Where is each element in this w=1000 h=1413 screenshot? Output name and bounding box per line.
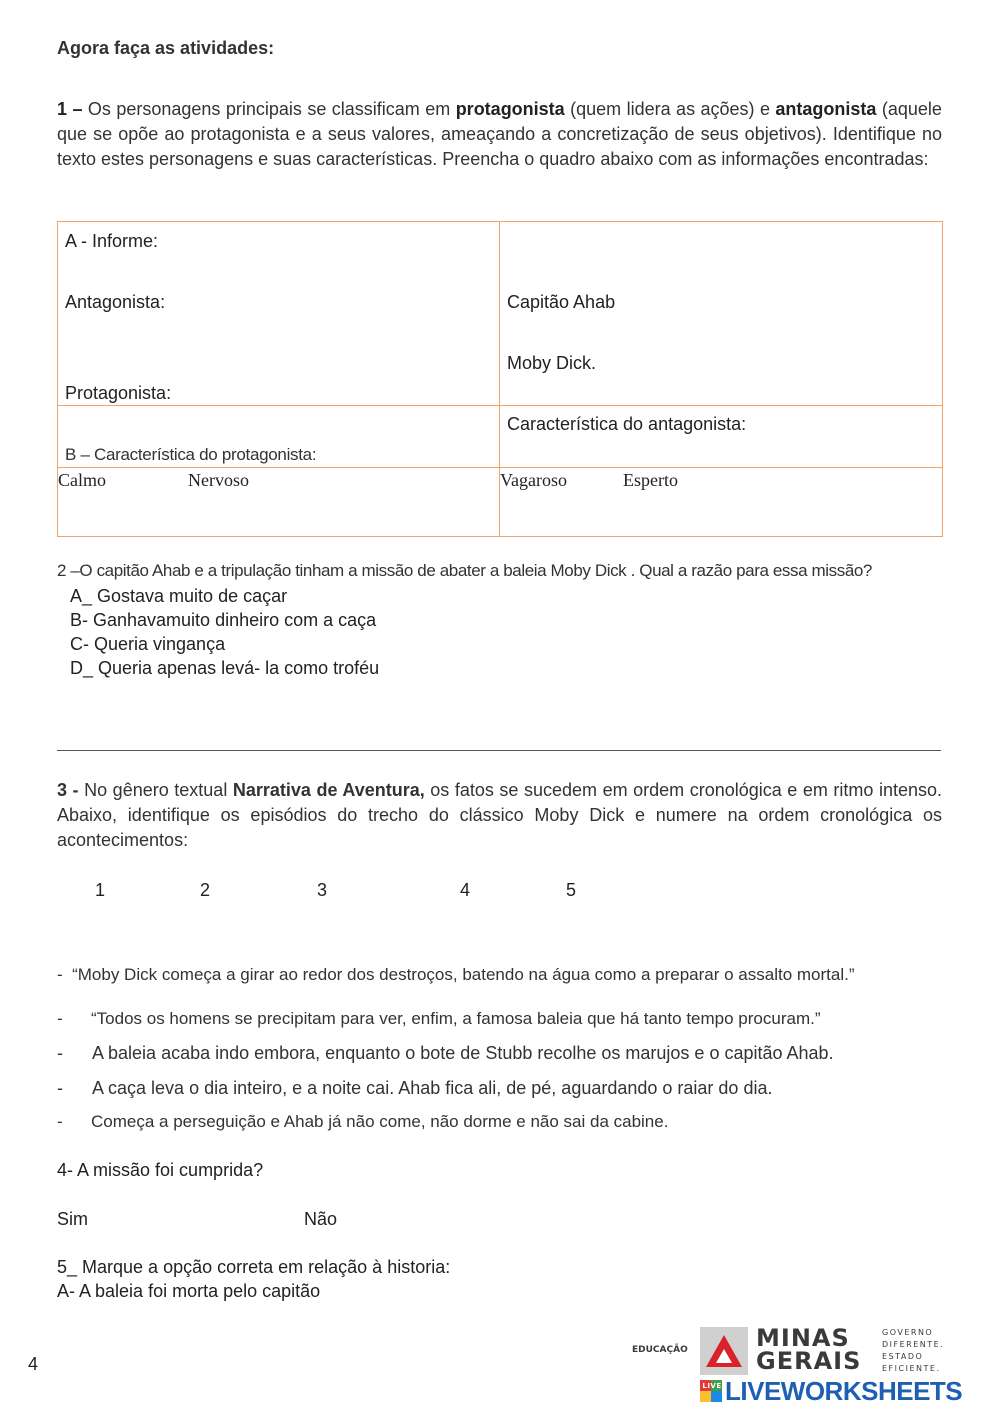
characters-table <box>57 221 942 536</box>
q5-option-a[interactable]: A- A baleia foi morta pelo capitão <box>57 1281 321 1301</box>
protagonist-trait-nervoso[interactable]: Nervoso <box>188 470 249 490</box>
antagonist-trait-vagaroso[interactable]: Vagaroso <box>500 470 567 490</box>
q2-option-d[interactable]: D_ Queria apenas levá- la como troféu <box>70 658 380 678</box>
question-3-text-1: No gênero textual <box>84 780 228 800</box>
protagonist-traits-label: B – Característica do protagonista: <box>65 445 317 464</box>
q2-option-a[interactable]: A_ Gostava muito de caçar <box>70 586 288 606</box>
question-1-text-1: Os personagens principais se classificam em <box>87 99 451 119</box>
question-1-text-2: (quem lidera as ações) e <box>570 99 770 119</box>
slogan-line-2: DIFERENTE. <box>882 1340 945 1349</box>
logo-gerais: GERAIS <box>756 1347 862 1375</box>
q2-option-b[interactable]: B- Ganhavamuito dinheiro com a caça <box>70 610 377 630</box>
slogan-line-3: ESTADO <box>882 1352 924 1361</box>
antagonist-traits-label: Característica do antagonista: <box>507 414 747 434</box>
antagonist-label: Antagonista: <box>65 292 166 312</box>
order-number-1[interactable]: 1 <box>95 880 106 900</box>
order-number-5[interactable]: 5 <box>566 880 577 900</box>
badge-square-4 <box>711 1391 722 1402</box>
episode-4: - A caça leva o dia inteiro, e a noite cai. Ahab fica ali, de pé, aguardando o raiar do dia. <box>57 1078 773 1098</box>
slogan-line-4: EFICIENTE. <box>882 1364 941 1373</box>
question-1-bold-antagonista: antagonista <box>775 99 877 119</box>
liveworksheets-badge-text: LIVE <box>702 1382 722 1390</box>
page-heading: Agora faça as atividades: <box>57 38 275 58</box>
question-3-text-2: os fatos se sucedem em ordem cronológica e em ritmo intenso. Abaixo, identifique os episódios do trecho do clássico Moby Dick e numere na ordem cronológica os acontecimentos: <box>57 780 943 850</box>
question-5: 5_ Marque a opção correta em relação à historia: <box>57 1257 451 1277</box>
question-4: 4- A missão foi cumprida? <box>57 1160 264 1180</box>
section-divider <box>57 750 941 751</box>
question-1 <box>57 97 942 172</box>
educacao-label: EDUCAÇÃO <box>632 1345 688 1355</box>
page-number: 4 <box>28 1354 39 1374</box>
question-3-bold: Narrativa de Aventura, <box>232 780 425 800</box>
liveworksheets-brand[interactable]: LIVEWORKSHEETS <box>725 1376 963 1406</box>
protagonist-answer[interactable]: Moby Dick. <box>507 353 597 373</box>
q2-option-c[interactable]: C- Queria vingança <box>70 634 226 654</box>
minas-gerais-logo-icon <box>700 1327 748 1375</box>
protagonist-label: Protagonista: <box>65 383 172 403</box>
badge-square-3 <box>700 1391 711 1402</box>
question-1-number: 1 – <box>57 99 83 119</box>
q4-option-sim[interactable]: Sim <box>57 1209 88 1229</box>
logo-minas: MINAS <box>756 1324 850 1352</box>
question-1-bold-protagonista: protagonista <box>455 99 565 119</box>
antagonist-answer[interactable]: Capitão Ahab <box>507 292 616 312</box>
episode-2: - “Todos os homens se precipitam para ver, enfim, a famosa baleia que há tanto tempo procuram.” <box>57 1009 821 1028</box>
row-a-label: A - Informe: <box>65 231 159 251</box>
episode-3: - A baleia acaba indo embora, enquanto o bote de Stubb recolhe os marujos e o capitão Ahab. <box>57 1043 834 1063</box>
order-number-3[interactable]: 3 <box>317 880 328 900</box>
order-number-2[interactable]: 2 <box>200 880 211 900</box>
episode-1: - “Moby Dick começa a girar ao redor dos destroços, batendo na água como a preparar o assalto mortal.” <box>57 965 855 984</box>
order-number-4[interactable]: 4 <box>460 880 471 900</box>
question-2: 2 –O capitão Ahab e a tripulação tinham a missão de abater a baleia Moby Dick . Qual a razão para essa missão? <box>57 561 872 580</box>
antagonist-trait-esperto[interactable]: Esperto <box>623 470 678 490</box>
question-3 <box>57 778 942 853</box>
slogan-line-1: GOVERNO <box>882 1328 934 1337</box>
table-row-divider-1 <box>57 405 942 406</box>
question-3-number: 3 - <box>57 780 79 800</box>
table-row-divider-2 <box>57 467 942 468</box>
episode-5: - Começa a perseguição e Ahab já não come, não dorme e não sai da cabine. <box>57 1112 669 1131</box>
q4-option-nao[interactable]: Não <box>304 1209 338 1229</box>
protagonist-trait-calmo[interactable]: Calmo <box>58 470 106 490</box>
question-1-text-3: (aquele que se opõe ao protagonista e a seus valores, ameaçando a concretização de seus objetivos). Identifique no texto estes personagens e suas características. Preencha o quadro abaixo com as informações encontradas: <box>57 99 942 169</box>
